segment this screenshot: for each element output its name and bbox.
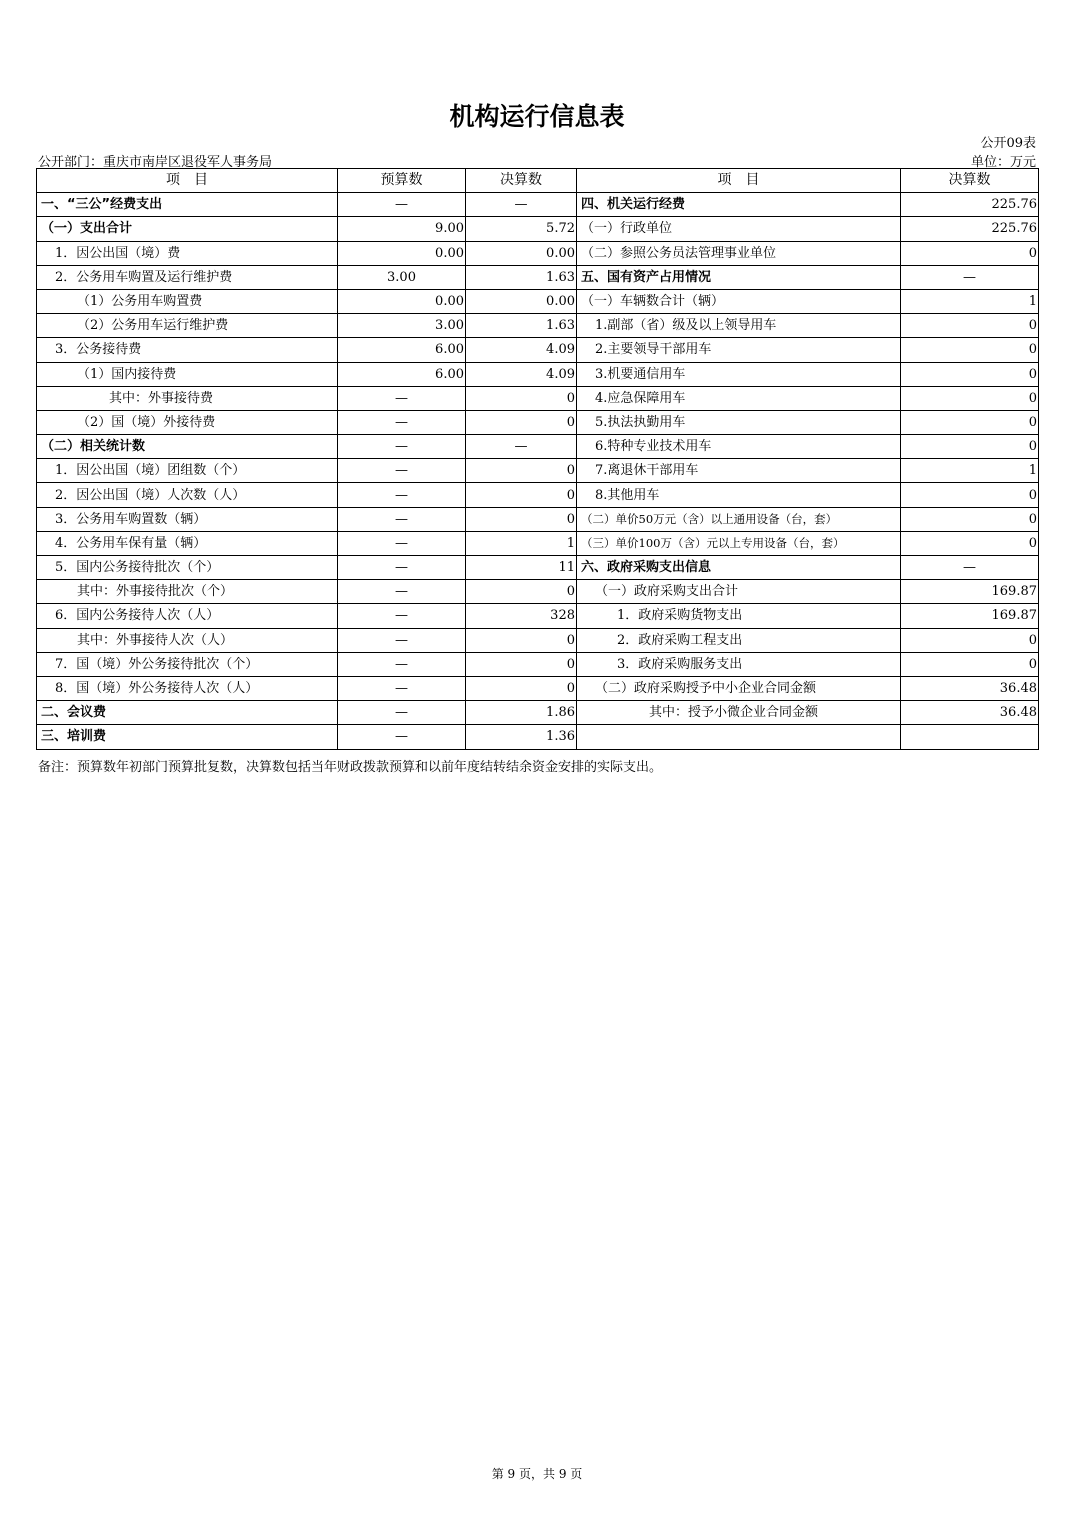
right-item-label: 四、机关运行经费 <box>577 193 901 217</box>
left-final-value: 0 <box>466 410 577 434</box>
table-row <box>37 217 1039 241</box>
left-budget-value: — <box>338 483 466 507</box>
right-final-value: 0 <box>901 628 1039 652</box>
left-budget-value: — <box>338 459 466 483</box>
table-row <box>37 701 1039 725</box>
form-code: 公开09表 <box>980 136 1036 151</box>
left-item-label: 1．因公出国（境）费 <box>37 241 338 265</box>
left-final-value: 0 <box>466 628 577 652</box>
left-final-value: 328 <box>466 604 577 628</box>
table-row <box>37 676 1039 700</box>
left-final-value: 4.09 <box>466 362 577 386</box>
table-row <box>37 265 1039 289</box>
right-final-value: — <box>901 556 1039 580</box>
right-item-label: 5.执法执勤用车 <box>577 410 901 434</box>
col-header-item-right: 项 目 <box>577 169 901 193</box>
left-item-label: 5．国内公务接待批次（个） <box>37 556 338 580</box>
left-final-value: 0 <box>466 386 577 410</box>
right-item-label: 3．政府采购服务支出 <box>577 652 901 676</box>
right-final-value: 0 <box>901 241 1039 265</box>
table-row <box>37 410 1039 434</box>
right-final-value: 1 <box>901 459 1039 483</box>
left-item-label: 一、“三公”经费支出 <box>37 193 338 217</box>
left-item-label: 1．因公出国（境）团组数（个） <box>37 459 338 483</box>
left-budget-value: — <box>338 725 466 749</box>
right-final-value: 0 <box>901 483 1039 507</box>
left-item-label: 3．公务用车购置数（辆） <box>37 507 338 531</box>
left-budget-value: — <box>338 410 466 434</box>
left-budget-value: — <box>338 628 466 652</box>
left-budget-value: — <box>338 580 466 604</box>
left-final-value: 0.00 <box>466 241 577 265</box>
left-final-value: — <box>466 193 577 217</box>
left-budget-value: 3.00 <box>338 314 466 338</box>
left-final-value: 0 <box>466 507 577 531</box>
table-row <box>37 580 1039 604</box>
left-budget-value: 6.00 <box>338 362 466 386</box>
right-item-label: 3.机要通信用车 <box>577 362 901 386</box>
left-item-label: （一）支出合计 <box>37 217 338 241</box>
left-budget-value: 9.00 <box>338 217 466 241</box>
left-final-value: 1.63 <box>466 265 577 289</box>
left-final-value: 0 <box>466 676 577 700</box>
right-final-value: 0 <box>901 652 1039 676</box>
left-item-label: （2）公务用车运行维护费 <box>37 314 338 338</box>
right-final-value: 1 <box>901 289 1039 313</box>
left-item-label: 4．公务用车保有量（辆） <box>37 531 338 555</box>
table-row <box>37 435 1039 459</box>
left-budget-value: — <box>338 507 466 531</box>
left-budget-value: — <box>338 652 466 676</box>
left-budget-value: 0.00 <box>338 289 466 313</box>
right-item-label: 7.离退休干部用车 <box>577 459 901 483</box>
table-row <box>37 362 1039 386</box>
left-final-value: 1.63 <box>466 314 577 338</box>
left-item-label: （二）相关统计数 <box>37 435 338 459</box>
remark-note: 备注：预算数年初部门预算批复数，决算数包括当年财政拨款预算和以前年度结转结余资金安排的实际支出。 <box>38 760 663 775</box>
right-item-label: （一）车辆数合计（辆） <box>577 289 901 313</box>
left-final-value: 11 <box>466 556 577 580</box>
left-budget-value: 6.00 <box>338 338 466 362</box>
col-header-final-left: 决算数 <box>466 169 577 193</box>
left-final-value: 0 <box>466 580 577 604</box>
right-final-value: 0 <box>901 314 1039 338</box>
left-item-label: 二、会议费 <box>37 701 338 725</box>
left-budget-value: — <box>338 435 466 459</box>
right-final-value: 0 <box>901 338 1039 362</box>
unit-label: 单位：万元 <box>970 155 1036 170</box>
right-final-value: 169.87 <box>901 580 1039 604</box>
table-row <box>37 652 1039 676</box>
table-row <box>37 314 1039 338</box>
left-item-label: 3．公务接待费 <box>37 338 338 362</box>
left-item-label: 其中：外事接待批次（个） <box>37 580 338 604</box>
right-item-label: 2.主要领导干部用车 <box>577 338 901 362</box>
left-final-value: 1.86 <box>466 701 577 725</box>
page-title: 机构运行信息表 <box>449 102 625 131</box>
table-row <box>37 507 1039 531</box>
right-item-label: （二）参照公务员法管理事业单位 <box>577 241 901 265</box>
left-final-value: 1 <box>466 531 577 555</box>
right-final-value: 169.87 <box>901 604 1039 628</box>
table-row <box>37 338 1039 362</box>
right-item-label <box>577 725 901 749</box>
table-row <box>37 725 1039 749</box>
left-final-value: 0 <box>466 483 577 507</box>
left-item-label: （2）国（境）外接待费 <box>37 410 338 434</box>
operation-info-table <box>36 168 1039 750</box>
right-item-label: （三）单价100万（含）元以上专用设备（台，套） <box>577 531 901 555</box>
left-item-label: 其中：外事接待人次（人） <box>37 628 338 652</box>
right-item-label: 8.其他用车 <box>577 483 901 507</box>
right-item-label: 六、政府采购支出信息 <box>577 556 901 580</box>
right-final-value: 225.76 <box>901 193 1039 217</box>
right-final-value: 0 <box>901 410 1039 434</box>
left-budget-value: — <box>338 531 466 555</box>
page-footer: 第 9 页，共 9 页 <box>491 1467 583 1481</box>
table-row <box>37 289 1039 313</box>
left-item-label: 2．公务用车购置及运行维护费 <box>37 265 338 289</box>
left-final-value: — <box>466 435 577 459</box>
left-item-label: 2．因公出国（境）人次数（人） <box>37 483 338 507</box>
department-label: 公开部门：重庆市南岸区退役军人事务局 <box>38 155 273 170</box>
left-budget-value: — <box>338 556 466 580</box>
right-item-label: （一）政府采购支出合计 <box>577 580 901 604</box>
right-final-value: 0 <box>901 386 1039 410</box>
left-budget-value: 0.00 <box>338 241 466 265</box>
right-item-label: （一）行政单位 <box>577 217 901 241</box>
left-item-label: 8．国（境）外公务接待人次（人） <box>37 676 338 700</box>
right-item-label: 五、国有资产占用情况 <box>577 265 901 289</box>
left-budget-value: — <box>338 193 466 217</box>
col-header-budget: 预算数 <box>338 169 466 193</box>
left-budget-value: — <box>338 604 466 628</box>
left-budget-value: — <box>338 676 466 700</box>
table-row <box>37 193 1039 217</box>
table-row <box>37 241 1039 265</box>
right-final-value: 36.48 <box>901 701 1039 725</box>
left-final-value: 0.00 <box>466 289 577 313</box>
col-header-item-left: 项 目 <box>37 169 338 193</box>
right-final-value: 0 <box>901 435 1039 459</box>
table-row <box>37 531 1039 555</box>
left-final-value: 1.36 <box>466 725 577 749</box>
left-budget-value: — <box>338 386 466 410</box>
table-row <box>37 386 1039 410</box>
right-final-value: 0 <box>901 507 1039 531</box>
left-final-value: 4.09 <box>466 338 577 362</box>
left-final-value: 0 <box>466 652 577 676</box>
right-final-value <box>901 725 1039 749</box>
col-header-final-right: 决算数 <box>901 169 1039 193</box>
table-row <box>37 459 1039 483</box>
left-item-label: 其中：外事接待费 <box>37 386 338 410</box>
right-item-label: 6.特种专业技术用车 <box>577 435 901 459</box>
right-item-label: 4.应急保障用车 <box>577 386 901 410</box>
table-row <box>37 604 1039 628</box>
left-item-label: 7．国（境）外公务接待批次（个） <box>37 652 338 676</box>
right-final-value: 36.48 <box>901 676 1039 700</box>
left-item-label: 三、培训费 <box>37 725 338 749</box>
right-final-value: 0 <box>901 362 1039 386</box>
left-budget-value: 3.00 <box>338 265 466 289</box>
right-item-label: 2．政府采购工程支出 <box>577 628 901 652</box>
table-header-row <box>37 169 1039 193</box>
right-item-label: 其中：授予小微企业合同金额 <box>577 701 901 725</box>
left-final-value: 0 <box>466 459 577 483</box>
left-item-label: （1）公务用车购置费 <box>37 289 338 313</box>
left-budget-value: — <box>338 701 466 725</box>
table-row <box>37 556 1039 580</box>
table-row <box>37 628 1039 652</box>
table-row <box>37 483 1039 507</box>
left-final-value: 5.72 <box>466 217 577 241</box>
right-item-label: 1.副部（省）级及以上领导用车 <box>577 314 901 338</box>
right-item-label: （二）单价50万元（含）以上通用设备（台，套） <box>577 507 901 531</box>
right-item-label: 1．政府采购货物支出 <box>577 604 901 628</box>
right-final-value: 225.76 <box>901 217 1039 241</box>
right-final-value: — <box>901 265 1039 289</box>
right-item-label: （二）政府采购授予中小企业合同金额 <box>577 676 901 700</box>
left-item-label: 6．国内公务接待人次（人） <box>37 604 338 628</box>
right-final-value: 0 <box>901 531 1039 555</box>
left-item-label: （1）国内接待费 <box>37 362 338 386</box>
